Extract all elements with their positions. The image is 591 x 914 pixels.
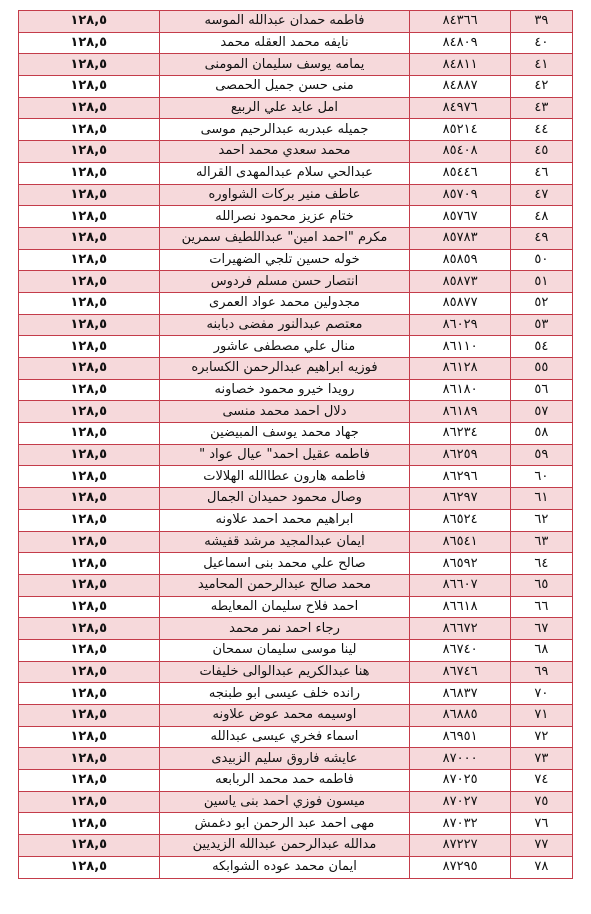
row-amount-cell: ١٢٨,٥: [19, 379, 160, 401]
table-row: [19, 32, 573, 54]
row-number-cell: ٨٥٤٤٦: [410, 162, 510, 184]
row-sequence-cell: ٧٣: [510, 748, 572, 770]
table-row: [19, 726, 573, 748]
row-name-cell: معتصم عبدالنور مفضى دبابنه: [159, 314, 410, 336]
table-row: [19, 705, 573, 727]
table-row: [19, 271, 573, 293]
row-name-cell: مدالله عبدالرحمن عبدالله الزيديين: [159, 835, 410, 857]
row-sequence-cell: ٤٧: [510, 184, 572, 206]
row-sequence-cell: ٥٦: [510, 379, 572, 401]
table-row: [19, 813, 573, 835]
table-row: [19, 336, 573, 358]
row-sequence-cell: ٤٠: [510, 32, 572, 54]
row-number-cell: ٨٦٩٥١: [410, 726, 510, 748]
row-amount-cell: ١٢٨,٥: [19, 336, 160, 358]
table-row: [19, 835, 573, 857]
row-name-cell: ختام عزيز محمود نصرالله: [159, 206, 410, 228]
row-name-cell: رجاء احمد نمر محمد: [159, 618, 410, 640]
row-amount-cell: ١٢٨,٥: [19, 401, 160, 423]
row-amount-cell: ١٢٨,٥: [19, 76, 160, 98]
row-amount-cell: ١٢٨,٥: [19, 856, 160, 878]
table-row: [19, 618, 573, 640]
row-name-cell: اوسيمه محمد عوض علاونه: [159, 705, 410, 727]
row-sequence-cell: ٥٥: [510, 358, 572, 380]
row-sequence-cell: ٧٨: [510, 856, 572, 878]
row-number-cell: ٨٥٨٥٩: [410, 249, 510, 271]
row-amount-cell: ١٢٨,٥: [19, 314, 160, 336]
row-number-cell: ٨٦١٨٠: [410, 379, 510, 401]
row-number-cell: ٨٦٠٢٩: [410, 314, 510, 336]
row-number-cell: ٨٤٨١١: [410, 54, 510, 76]
row-number-cell: ٨٦٨٣٧: [410, 683, 510, 705]
row-sequence-cell: ٧٠: [510, 683, 572, 705]
row-sequence-cell: ٧٢: [510, 726, 572, 748]
recipients-table: [18, 10, 573, 879]
row-sequence-cell: ٧٦: [510, 813, 572, 835]
row-sequence-cell: ٦٥: [510, 574, 572, 596]
row-name-cell: فاطمه هارون عطاالله الهلالات: [159, 466, 410, 488]
row-amount-cell: ١٢٨,٥: [19, 705, 160, 727]
row-sequence-cell: ٤٦: [510, 162, 572, 184]
row-number-cell: ٨٥٧٦٧: [410, 206, 510, 228]
table-row: [19, 639, 573, 661]
row-amount-cell: ١٢٨,٥: [19, 141, 160, 163]
row-amount-cell: ١٢٨,٥: [19, 835, 160, 857]
row-amount-cell: ١٢٨,٥: [19, 618, 160, 640]
row-number-cell: ٨٦٢٩٦: [410, 466, 510, 488]
row-number-cell: ٨٥٤٠٨: [410, 141, 510, 163]
row-name-cell: انتصار حسن مسلم فردوس: [159, 271, 410, 293]
row-name-cell: ايمان عبدالمجيد مرشد قفيشه: [159, 531, 410, 553]
row-amount-cell: ١٢٨,٥: [19, 661, 160, 683]
row-amount-cell: ١٢٨,٥: [19, 509, 160, 531]
row-amount-cell: ١٢٨,٥: [19, 119, 160, 141]
row-number-cell: ٨٦٢٥٩: [410, 444, 510, 466]
row-number-cell: ٨٦٢٩٧: [410, 488, 510, 510]
row-amount-cell: ١٢٨,٥: [19, 227, 160, 249]
row-number-cell: ٨٦١٨٩: [410, 401, 510, 423]
row-amount-cell: ١٢٨,٥: [19, 32, 160, 54]
row-sequence-cell: ٦٦: [510, 596, 572, 618]
row-name-cell: صالح علي محمد بنى اسماعيل: [159, 553, 410, 575]
table-row: [19, 770, 573, 792]
row-number-cell: ٨٦١٢٨: [410, 358, 510, 380]
row-number-cell: ٨٤٨٠٩: [410, 32, 510, 54]
row-name-cell: احمد فلاح سليمان المعايطه: [159, 596, 410, 618]
table-row: [19, 661, 573, 683]
row-amount-cell: ١٢٨,٥: [19, 11, 160, 33]
row-number-cell: ٨٧٢٢٧: [410, 835, 510, 857]
table-row: [19, 401, 573, 423]
table-row: [19, 184, 573, 206]
row-sequence-cell: ٥١: [510, 271, 572, 293]
row-number-cell: ٨٧٠٢٧: [410, 791, 510, 813]
row-name-cell: منال علي مصطفى عاشور: [159, 336, 410, 358]
row-name-cell: ميسون فوزي احمد بنى ياسين: [159, 791, 410, 813]
row-amount-cell: ١٢٨,٥: [19, 791, 160, 813]
row-amount-cell: ١٢٨,٥: [19, 423, 160, 445]
row-sequence-cell: ٤٤: [510, 119, 572, 141]
table-row: [19, 249, 573, 271]
row-name-cell: محمد صالح عبدالرحمن المحاميد: [159, 574, 410, 596]
row-name-cell: رانده خلف عيسى ابو طبنجه: [159, 683, 410, 705]
table-row: [19, 574, 573, 596]
row-name-cell: دلال احمد محمد منسى: [159, 401, 410, 423]
row-number-cell: ٨٦٧٤٦: [410, 661, 510, 683]
row-sequence-cell: ٦٣: [510, 531, 572, 553]
row-sequence-cell: ٥٠: [510, 249, 572, 271]
table-row: [19, 119, 573, 141]
row-name-cell: مجدولين محمد عواد العمرى: [159, 292, 410, 314]
row-name-cell: رويدا خيرو محمود خصاونه: [159, 379, 410, 401]
row-sequence-cell: ٦٧: [510, 618, 572, 640]
row-number-cell: ٨٧٠٣٢: [410, 813, 510, 835]
row-number-cell: ٨٥٨٧٣: [410, 271, 510, 293]
row-sequence-cell: ٧٥: [510, 791, 572, 813]
row-number-cell: ٨٦٢٣٤: [410, 423, 510, 445]
row-amount-cell: ١٢٨,٥: [19, 574, 160, 596]
row-name-cell: اسماء فخري عيسى عبدالله: [159, 726, 410, 748]
table-row: [19, 488, 573, 510]
row-name-cell: فوزيه ابراهيم عبدالرحمن الكسابره: [159, 358, 410, 380]
row-amount-cell: ١٢٨,٥: [19, 292, 160, 314]
row-name-cell: لينا موسى سليمان سمحان: [159, 639, 410, 661]
row-sequence-cell: ٧٤: [510, 770, 572, 792]
row-amount-cell: ١٢٨,٥: [19, 683, 160, 705]
table-row: [19, 596, 573, 618]
row-amount-cell: ١٢٨,٥: [19, 639, 160, 661]
row-sequence-cell: ٦٨: [510, 639, 572, 661]
table-row: [19, 54, 573, 76]
row-amount-cell: ١٢٨,٥: [19, 531, 160, 553]
row-name-cell: فاطمه حمدان عبدالله الموسه: [159, 11, 410, 33]
row-number-cell: ٨٥٨٧٧: [410, 292, 510, 314]
row-name-cell: ابراهيم محمد احمد علاونه: [159, 509, 410, 531]
row-sequence-cell: ٤٨: [510, 206, 572, 228]
table-body: [19, 11, 573, 879]
row-amount-cell: ١٢٨,٥: [19, 770, 160, 792]
row-amount-cell: ١٢٨,٥: [19, 444, 160, 466]
row-sequence-cell: ٦٩: [510, 661, 572, 683]
row-name-cell: ايمان محمد عوده الشوابكه: [159, 856, 410, 878]
row-amount-cell: ١٢٨,٥: [19, 726, 160, 748]
row-sequence-cell: ٥٩: [510, 444, 572, 466]
row-name-cell: هنا عبدالكريم عبدالوالى خليفات: [159, 661, 410, 683]
row-number-cell: ٨٤٩٧٦: [410, 97, 510, 119]
table-row: [19, 444, 573, 466]
table-row: [19, 791, 573, 813]
row-name-cell: نايفه محمد العقله محمد: [159, 32, 410, 54]
row-name-cell: خوله حسين تلجي الضهيرات: [159, 249, 410, 271]
row-number-cell: ٨٤٣٦٦: [410, 11, 510, 33]
row-number-cell: ٨٧٢٩٥: [410, 856, 510, 878]
table-row: [19, 292, 573, 314]
row-sequence-cell: ٤٥: [510, 141, 572, 163]
row-name-cell: مهى احمد عبد الرحمن ابو دغمش: [159, 813, 410, 835]
table-row: [19, 466, 573, 488]
row-sequence-cell: ٥٤: [510, 336, 572, 358]
row-number-cell: ٨٥٢١٤: [410, 119, 510, 141]
row-number-cell: ٨٦٥٢٤: [410, 509, 510, 531]
row-number-cell: ٨٦٥٩٢: [410, 553, 510, 575]
row-sequence-cell: ٤٣: [510, 97, 572, 119]
row-number-cell: ٨٥٧٠٩: [410, 184, 510, 206]
row-sequence-cell: ٥٧: [510, 401, 572, 423]
row-name-cell: يمامه يوسف سليمان المومنى: [159, 54, 410, 76]
row-sequence-cell: ٦٢: [510, 509, 572, 531]
row-amount-cell: ١٢٨,٥: [19, 488, 160, 510]
row-name-cell: وصال محمود حميدان الجمال: [159, 488, 410, 510]
table-row: [19, 748, 573, 770]
row-name-cell: عاطف منير بركات الشواوره: [159, 184, 410, 206]
table-row: [19, 553, 573, 575]
row-number-cell: ٨٦١١٠: [410, 336, 510, 358]
row-amount-cell: ١٢٨,٥: [19, 206, 160, 228]
row-sequence-cell: ٤٩: [510, 227, 572, 249]
row-amount-cell: ١٢٨,٥: [19, 162, 160, 184]
row-number-cell: ٨٧٠٠٠: [410, 748, 510, 770]
row-sequence-cell: ٥٨: [510, 423, 572, 445]
row-sequence-cell: ٥٢: [510, 292, 572, 314]
row-number-cell: ٨٤٨٨٧: [410, 76, 510, 98]
row-name-cell: عبدالحي سلام عبدالمهدى القراله: [159, 162, 410, 184]
row-number-cell: ٨٦٥٤١: [410, 531, 510, 553]
row-amount-cell: ١٢٨,٥: [19, 466, 160, 488]
row-sequence-cell: ٥٣: [510, 314, 572, 336]
row-sequence-cell: ٦١: [510, 488, 572, 510]
table-row: [19, 76, 573, 98]
table-row: [19, 11, 573, 33]
row-amount-cell: ١٢٨,٥: [19, 54, 160, 76]
row-amount-cell: ١٢٨,٥: [19, 271, 160, 293]
row-amount-cell: ١٢٨,٥: [19, 748, 160, 770]
row-number-cell: ٨٦٧٤٠: [410, 639, 510, 661]
table-row: [19, 379, 573, 401]
row-number-cell: ٨٦٦٧٢: [410, 618, 510, 640]
table-row: [19, 509, 573, 531]
row-name-cell: مكرم "احمد امين" عبداللطيف سمرين: [159, 227, 410, 249]
row-name-cell: جهاد محمد يوسف المبيضين: [159, 423, 410, 445]
row-amount-cell: ١٢٨,٥: [19, 97, 160, 119]
table-row: [19, 423, 573, 445]
table-row: [19, 206, 573, 228]
row-number-cell: ٨٦٦١٨: [410, 596, 510, 618]
table-row: [19, 227, 573, 249]
row-amount-cell: ١٢٨,٥: [19, 184, 160, 206]
row-sequence-cell: ٣٩: [510, 11, 572, 33]
row-name-cell: منى حسن جميل الحمصى: [159, 76, 410, 98]
table-row: [19, 531, 573, 553]
row-number-cell: ٨٦٨٨٥: [410, 705, 510, 727]
row-sequence-cell: ٧٧: [510, 835, 572, 857]
row-number-cell: ٨٥٧٨٣: [410, 227, 510, 249]
table-row: [19, 683, 573, 705]
table-row: [19, 97, 573, 119]
table-row: [19, 314, 573, 336]
row-name-cell: عايشه فاروق سليم الزبيدى: [159, 748, 410, 770]
row-name-cell: جميله عبدربه عبدالرحيم موسى: [159, 119, 410, 141]
row-amount-cell: ١٢٨,٥: [19, 596, 160, 618]
row-sequence-cell: ٦٤: [510, 553, 572, 575]
row-name-cell: فاطمه حمد محمد الربابعه: [159, 770, 410, 792]
document-page: [18, 10, 573, 879]
row-sequence-cell: ٦٠: [510, 466, 572, 488]
row-amount-cell: ١٢٨,٥: [19, 813, 160, 835]
row-number-cell: ٨٦٦٠٧: [410, 574, 510, 596]
row-sequence-cell: ٧١: [510, 705, 572, 727]
table-row: [19, 162, 573, 184]
row-sequence-cell: ٤١: [510, 54, 572, 76]
row-amount-cell: ١٢٨,٥: [19, 249, 160, 271]
row-name-cell: فاطمه عقيل احمد" عيال عواد ": [159, 444, 410, 466]
row-amount-cell: ١٢٨,٥: [19, 358, 160, 380]
row-name-cell: امل عايد علي الربيع: [159, 97, 410, 119]
table-row: [19, 141, 573, 163]
row-name-cell: محمد سعدي محمد احمد: [159, 141, 410, 163]
row-number-cell: ٨٧٠٢٥: [410, 770, 510, 792]
table-row: [19, 856, 573, 878]
row-sequence-cell: ٤٢: [510, 76, 572, 98]
row-amount-cell: ١٢٨,٥: [19, 553, 160, 575]
table-row: [19, 358, 573, 380]
